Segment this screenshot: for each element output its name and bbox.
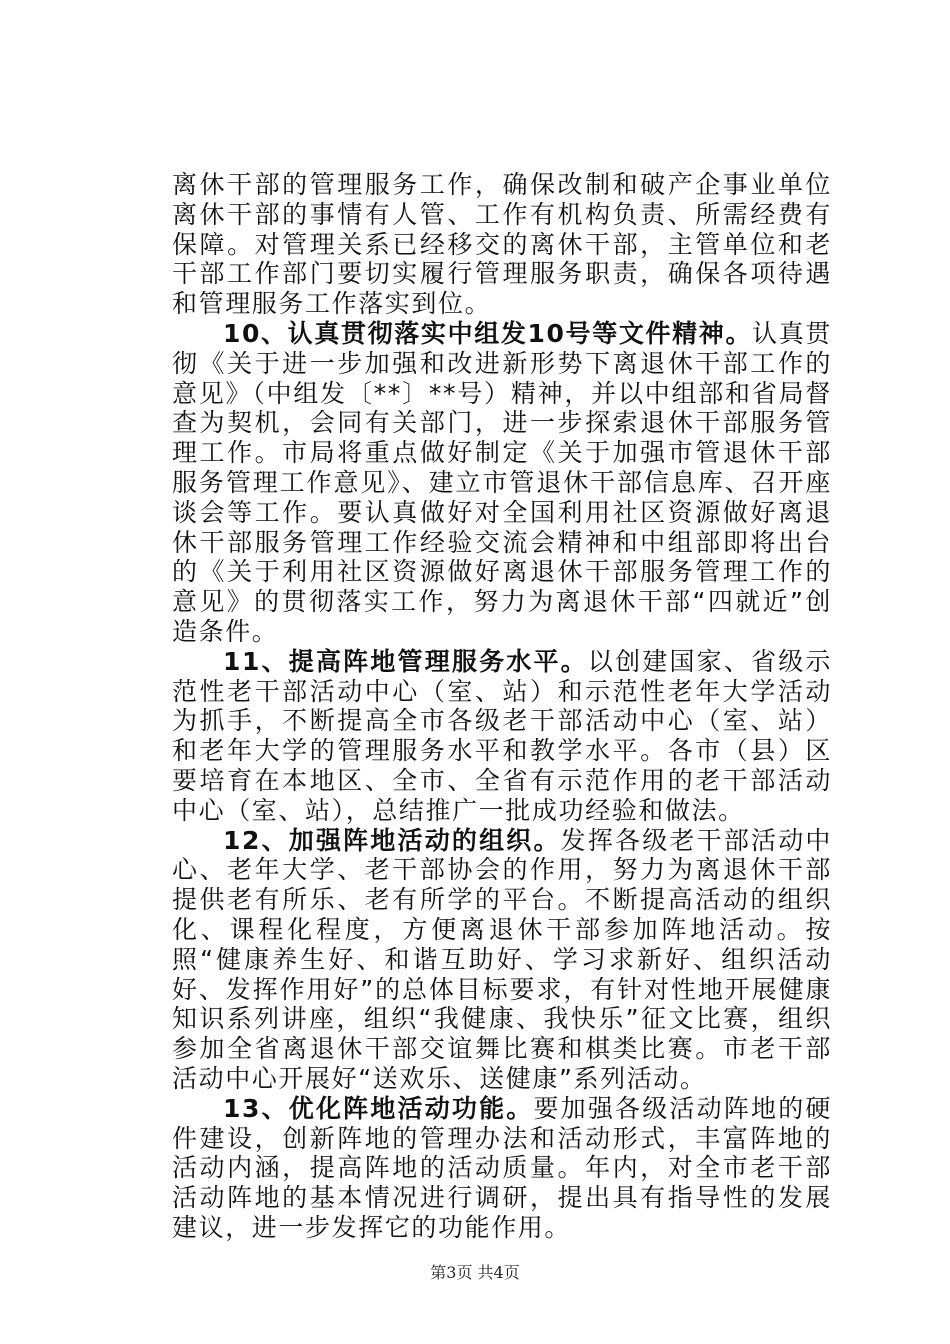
paragraph-heading: 12、加强阵地活动的组织。 bbox=[223, 825, 561, 855]
paragraph-continuation bbox=[172, 170, 832, 319]
paragraph-text: 要加强各级活动阵地的硬件建设，创新阵地的管理办法和活动形式，丰富阵地的活动内涵，提高阵地的活动质量。年内，对全市老干部活动阵地的基本情况进行调研，提出具有指导性的发展建议，进一步发挥它的功能作用。 bbox=[172, 1093, 832, 1242]
paragraph-heading: 10、认真贯彻落实中组发10号等文件精神。 bbox=[223, 318, 753, 348]
paragraph-item-13 bbox=[172, 1094, 832, 1243]
paragraph-text: 认真贯彻《关于进一步加强和改进新形势下离退休干部工作的意见》（中组发〔**〕**号）精神，并以中组部和省局督查为契机，会同有关部门，进一步探索退休干部服务管理工作。市局将重点做好制定《关于加强市管退休干部服务管理工作意见》、建立市管退休干部信息库、召开座谈会等工作。要认真做好对全国利用社区资源做好离退休干部服务管理工作经验交流会精神和中组部即将出台的《关于利用社区资源做好离退休干部服务管理工作的意见》的贯彻落实工作，努力为离退休干部“四就近”创造条件。 bbox=[172, 318, 832, 646]
paragraph-text: 以创建国家、省级示范性老干部活动中心（室、站）和示范性老年大学活动为抓手，不断提高全市各级老干部活动中心（室、站）和老年大学的管理服务水平和教学水平。各市（县）区要培育在本地区、全市、全省有示范作用的老干部活动中心（室、站），总结推广一批成功经验和做法。 bbox=[172, 646, 832, 825]
paragraph-item-11 bbox=[172, 647, 832, 826]
paragraph-text: 发挥各级老干部活动中心、老年大学、老干部协会的作用，努力为离退休干部提供老有所乐、老有所学的平台。不断提高活动的组织化、课程化程度，方便离退休干部参加阵地活动。按照“健康养生好、和谐互助好、学习求新好、组织活动好、发挥作用好”的总体目标要求，有针对性地开展健康知识系列讲座，组织“我健康、我快乐”征文比赛，组织参加全省离退休干部交谊舞比赛和棋类比赛。市老干部活动中心开展好“送欢乐、送健康”系列活动。 bbox=[172, 825, 832, 1093]
paragraph-item-12 bbox=[172, 826, 832, 1094]
page-number-footer: 第3页 共4页 bbox=[430, 1263, 520, 1282]
paragraph-item-10 bbox=[172, 319, 832, 647]
paragraph-heading: 11、提高阵地管理服务水平。 bbox=[223, 646, 588, 676]
paragraph-text: 离休干部的管理服务工作，确保改制和破产企事业单位离休干部的事情有人管、工作有机构负责、所需经费有保障。对管理关系已经移交的离休干部，主管单位和老干部工作部门要切实履行管理服务职责，确保各项待遇和管理服务工作落实到位。 bbox=[172, 170, 832, 319]
document-body bbox=[172, 170, 832, 1243]
paragraph-heading: 13、优化阵地活动功能。 bbox=[223, 1093, 534, 1123]
